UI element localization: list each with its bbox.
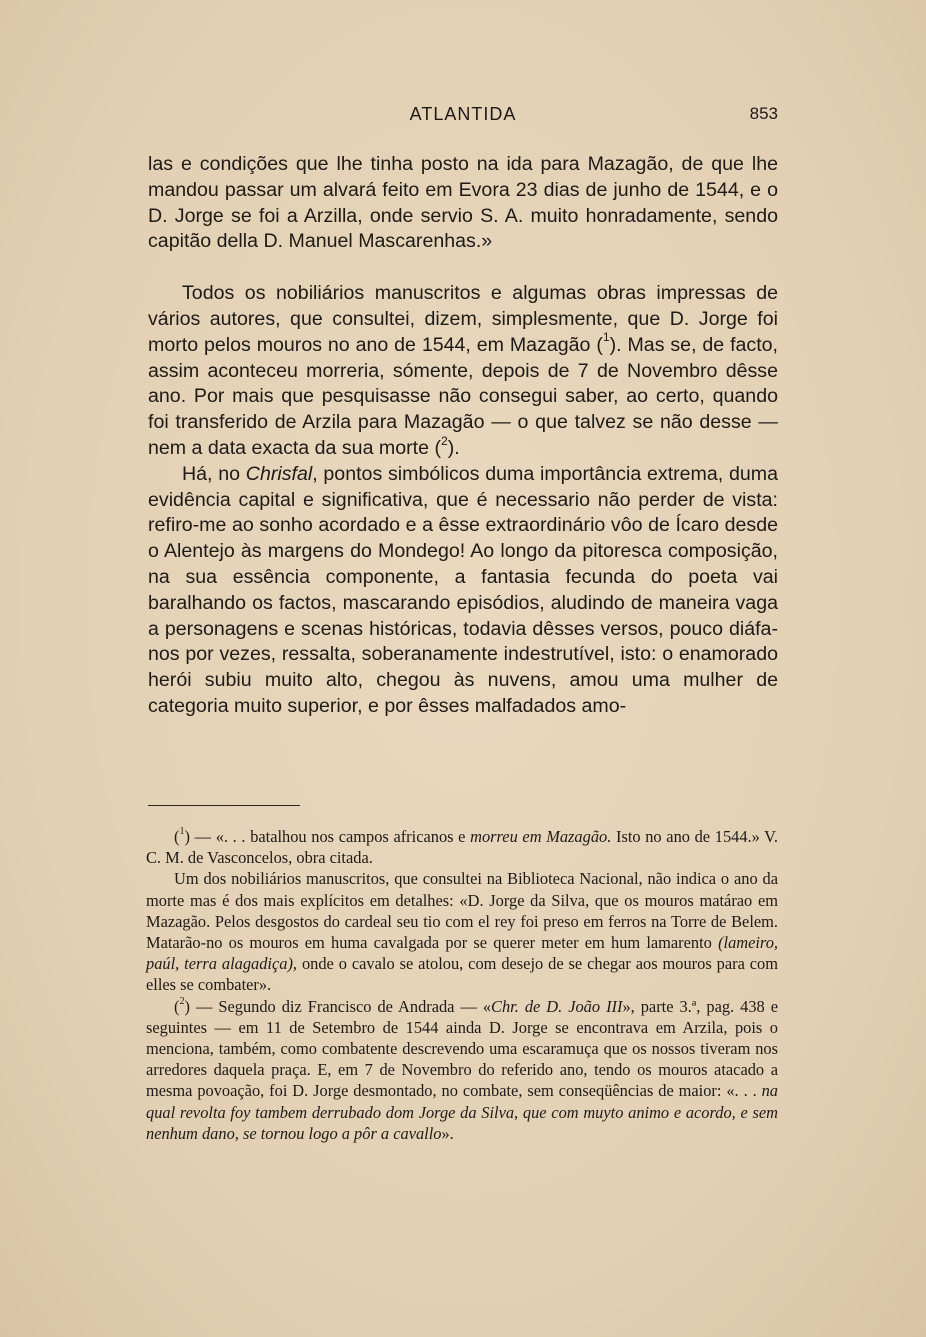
- paragraph-continuation: las e condições que lhe tinha posto na ida para Mazagão, de que lhe mandou passar um alvará feito em Evora 23 dias de junho de 1544, e o D. Jorge se foi a Arzilla, onde servio S. A. muito honradamente, sendo capitão della D. Manuel Mascarenhas.»: [148, 153, 778, 253]
- footnote-2: ($^2$) — Segundo diz Francisco de Andrada — «Chr. de D. João III», parte 3.ª, pag. 438 e seguintes — em 11 de Setembro de 1544 ainda D. Jorge se encontrava em Arzila, pois o menciona, também, como combatente descrevendo uma escaramuça que os nossos tiveram nos arredores daquela praça. E, em 7 de Novembro do referido ano, tendo os mouros atacado a mesma povoação, foi D. Jorge desmontado, no combate, sem conseqüências de maior: «. . . na qual revolta foy tambem derrubado dom Jorge da Silva, que com muyto animo e acordo, e sem nenhum dano, se tornou logo a pôr a cavallo».: [146, 995, 779, 1143]
- paragraph-nobiliarios: Todos os nobiliários manuscritos e algumas obras impressas de vários autores, que consultei, dizem, simplesmente, que D. Jorge foi morto pelos mouros no ano de 1544, em Mazagão ($^1$). Mas se, de facto, assim aconteceu morreria, sómente, depois de 7 de Novembro dêsse ano. Por mais que pesquisasse não consegui saber, ao certo, quando foi transferido de Arzila para Mazagão — o que talvez se não desse — nem a data exacta da sua morte ($^2$).: [148, 282, 778, 459]
- page-number: 853: [749, 104, 778, 123]
- footnotes: [146, 826, 778, 1144]
- footnote-separator: [148, 805, 300, 806]
- footnote-ref-2[interactable]: 2: [440, 433, 448, 448]
- work-title: Chrisfal: [245, 462, 313, 485]
- running-title: ATLANTIDA: [409, 104, 517, 124]
- main-text: [148, 152, 778, 720]
- paragraph-chrisfal: Há, no Chrisfal, pontos simbólicos duma importância extrema, duma evidência capital e significativa, que é necessario não perder de vista: refiro-me ao sonho acordado e a êsse extraordinário vôo de Ícaro desde o Alentejo às margens do Mondego! Ao longo da pitoresca composição, na sua essência componente, a fantasia fecunda do poeta vai baralhando os factos, mascarando episódios, aludindo de maneira vaga a personagens e scenas históricas, todavia dêsses versos, pouco diáfanos por vezes, ressalta, soberanamente indestrutível, isto: o enamorado herói subiu muito alto, chegou às nuvens, amou uma mulher de categoria muito superior, e por êsses malfadados amo-: [148, 462, 778, 717]
- footnote-ref-1[interactable]: 1: [602, 330, 610, 345]
- footnote-1-paragraph-2: Um dos nobiliários manuscritos, que consultei na Biblioteca Nacional, não indica o ano da morte mas é dos mais explícitos em detalhes: «D. Jorge da Silva, que os mouros matárao em Mazagão. Pelos desgostos do cardeal seu tio com el rey foi preso em ferros na Torre de Belem. Matarão-no os mouros em huma cavalgada por se querer meter em hum lamarento (lameiro, paúl, terra alagadiça), onde o cavalo se atolou, com desejo de se chegar aos mouros para com elles se combater».: [146, 869, 778, 995]
- footnote-1: ($^1$) — «. . . batalhou nos campos africanos e morreu em Mazagão. Isto no ano de 1544.» V. C. M. de Vasconcelos, obra citada.: [146, 826, 779, 868]
- page-header: [148, 104, 778, 134]
